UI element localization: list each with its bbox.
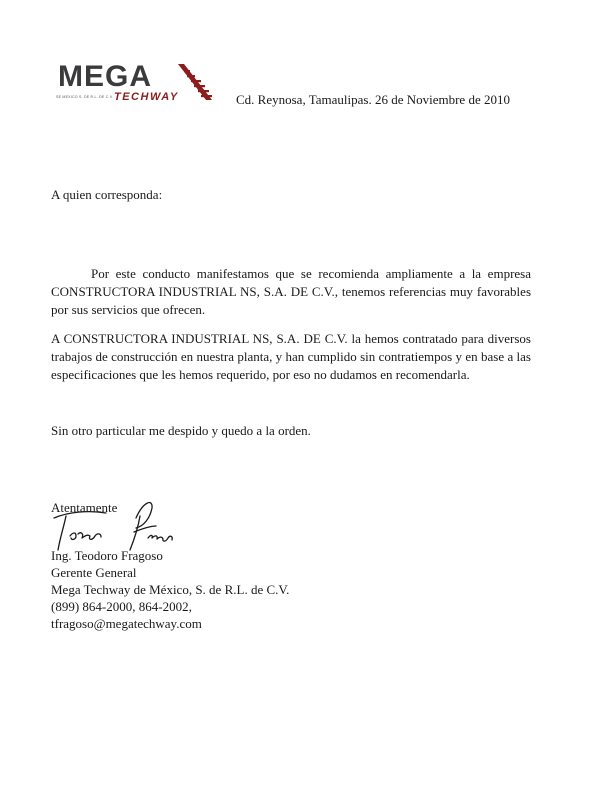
logo-small-text: SE MEXICO S. DE R.L. DE C.V. bbox=[56, 95, 114, 99]
paragraph-1: Por este conducto manifestamos que se recomienda ampliamente a la empresa CONSTRUCTORA INDUSTRIAL NS, S.A. DE C.V., tenemos referencias muy favorables por sus servicios que ofrecen. bbox=[51, 266, 531, 317]
company-logo bbox=[52, 60, 212, 112]
logo-wordmark: MEGA bbox=[58, 60, 152, 93]
logo-subword: TECHWAY bbox=[114, 91, 179, 103]
logo-triangle-icon bbox=[178, 64, 212, 104]
salutation: A quien corresponda: bbox=[51, 187, 163, 202]
valediction: Atentamente bbox=[51, 500, 118, 515]
place-and-date: Cd. Reynosa, Tamaulipas. 26 de Noviembre de 2010 bbox=[236, 92, 510, 107]
paragraph-2: A CONSTRUCTORA INDUSTRIAL NS, S.A. DE C.V. la hemos contratado para diversos trabajos de construcción en nuestra planta, y han cumplido sin contratiempos y en base a las especificaciones que les hemos requerido, por eso no dudamos en recomendarla. bbox=[51, 331, 531, 382]
signer-email: tfragoso@megatechway.com bbox=[51, 616, 202, 631]
signer-company: Mega Techway de México, S. de R.L. de C.V. bbox=[51, 582, 290, 597]
closing-line: Sin otro particular me despido y quedo a la orden. bbox=[51, 423, 311, 438]
signature-block bbox=[51, 547, 289, 632]
signer-name: Ing. Teodoro Fragoso bbox=[51, 548, 163, 563]
signer-phone: (899) 864-2000, 864-2002, bbox=[51, 599, 192, 614]
signer-title: Gerente General bbox=[51, 565, 137, 580]
